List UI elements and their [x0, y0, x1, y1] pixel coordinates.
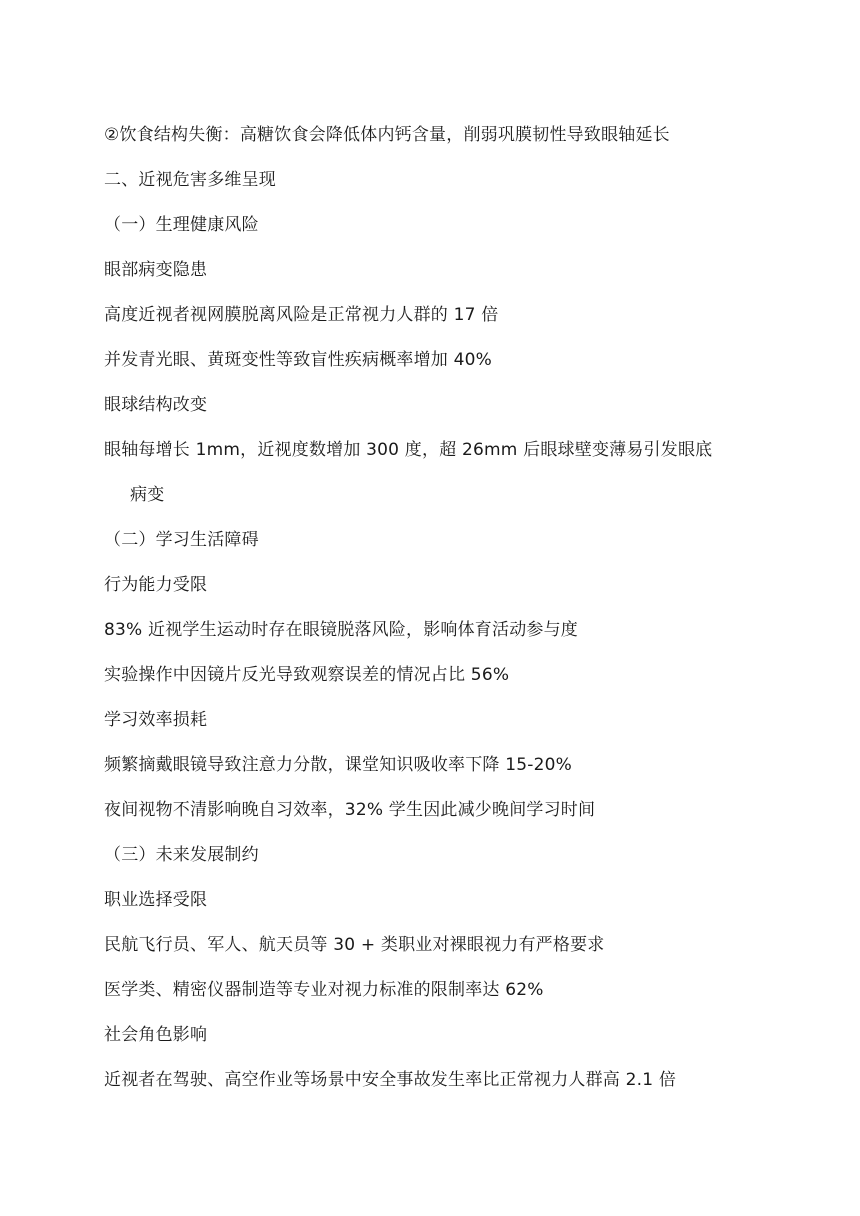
document-body	[104, 113, 764, 1103]
paragraph-diet-imbalance: ②饮食结构失衡：高糖饮食会降低体内钙含量，削弱巩膜韧性导致眼轴延长	[104, 125, 670, 145]
topic-limited-abilities: 行为能力受限	[104, 575, 208, 595]
paragraph-attention-distraction: 频繁摘戴眼镜导致注意力分散，课堂知识吸收率下降 15-20%	[104, 755, 572, 775]
topic-eyeball-structure-change: 眼球结构改变	[104, 395, 208, 415]
paragraph-night-vision: 夜间视物不清影响晚自习效率，32% 学生因此减少晚间学习时间	[104, 800, 596, 820]
topic-social-role-impact: 社会角色影响	[104, 1025, 208, 1045]
paragraph-safety-accidents: 近视者在驾驶、高空作业等场景中安全事故发生率比正常视力人群高 2.1 倍	[104, 1070, 677, 1090]
topic-learning-efficiency: 学习效率损耗	[104, 710, 208, 730]
paragraph-major-restrictions: 医学类、精密仪器制造等专业对视力标准的限制率达 62%	[104, 980, 544, 1000]
paragraph-lens-reflection: 实验操作中因镜片反光导致观察误差的情况占比 56%	[104, 665, 510, 685]
paragraph-glasses-falling: 83% 近视学生运动时存在眼镜脱落风险，影响体育活动参与度	[104, 620, 578, 640]
paragraph-axial-length-line1: 眼轴每增长 1mm，近视度数增加 300 度，超 26mm 后眼球壁变薄易引发眼底	[104, 440, 713, 460]
heading-myopia-harms: 二、近视危害多维呈现	[104, 170, 276, 190]
paragraph-retinal-detachment: 高度近视者视网膜脱离风险是正常视力人群的 17 倍	[104, 305, 499, 325]
paragraph-strict-professions: 民航飞行员、军人、航天员等 30 + 类职业对裸眼视力有严格要求	[104, 935, 605, 955]
paragraph-blinding-diseases: 并发青光眼、黄斑变性等致盲性疾病概率增加 40%	[104, 350, 492, 370]
topic-eye-disease-risks: 眼部病变隐患	[104, 260, 208, 280]
topic-career-limits: 职业选择受限	[104, 890, 208, 910]
subheading-future-constraints: （三）未来发展制约	[104, 845, 259, 865]
subheading-study-life-obstacles: （二）学习生活障碍	[104, 530, 259, 550]
paragraph-axial-length	[104, 428, 764, 518]
subheading-physical-health-risks: （一）生理健康风险	[104, 215, 259, 235]
paragraph-axial-length-line2: 病变	[130, 485, 165, 505]
